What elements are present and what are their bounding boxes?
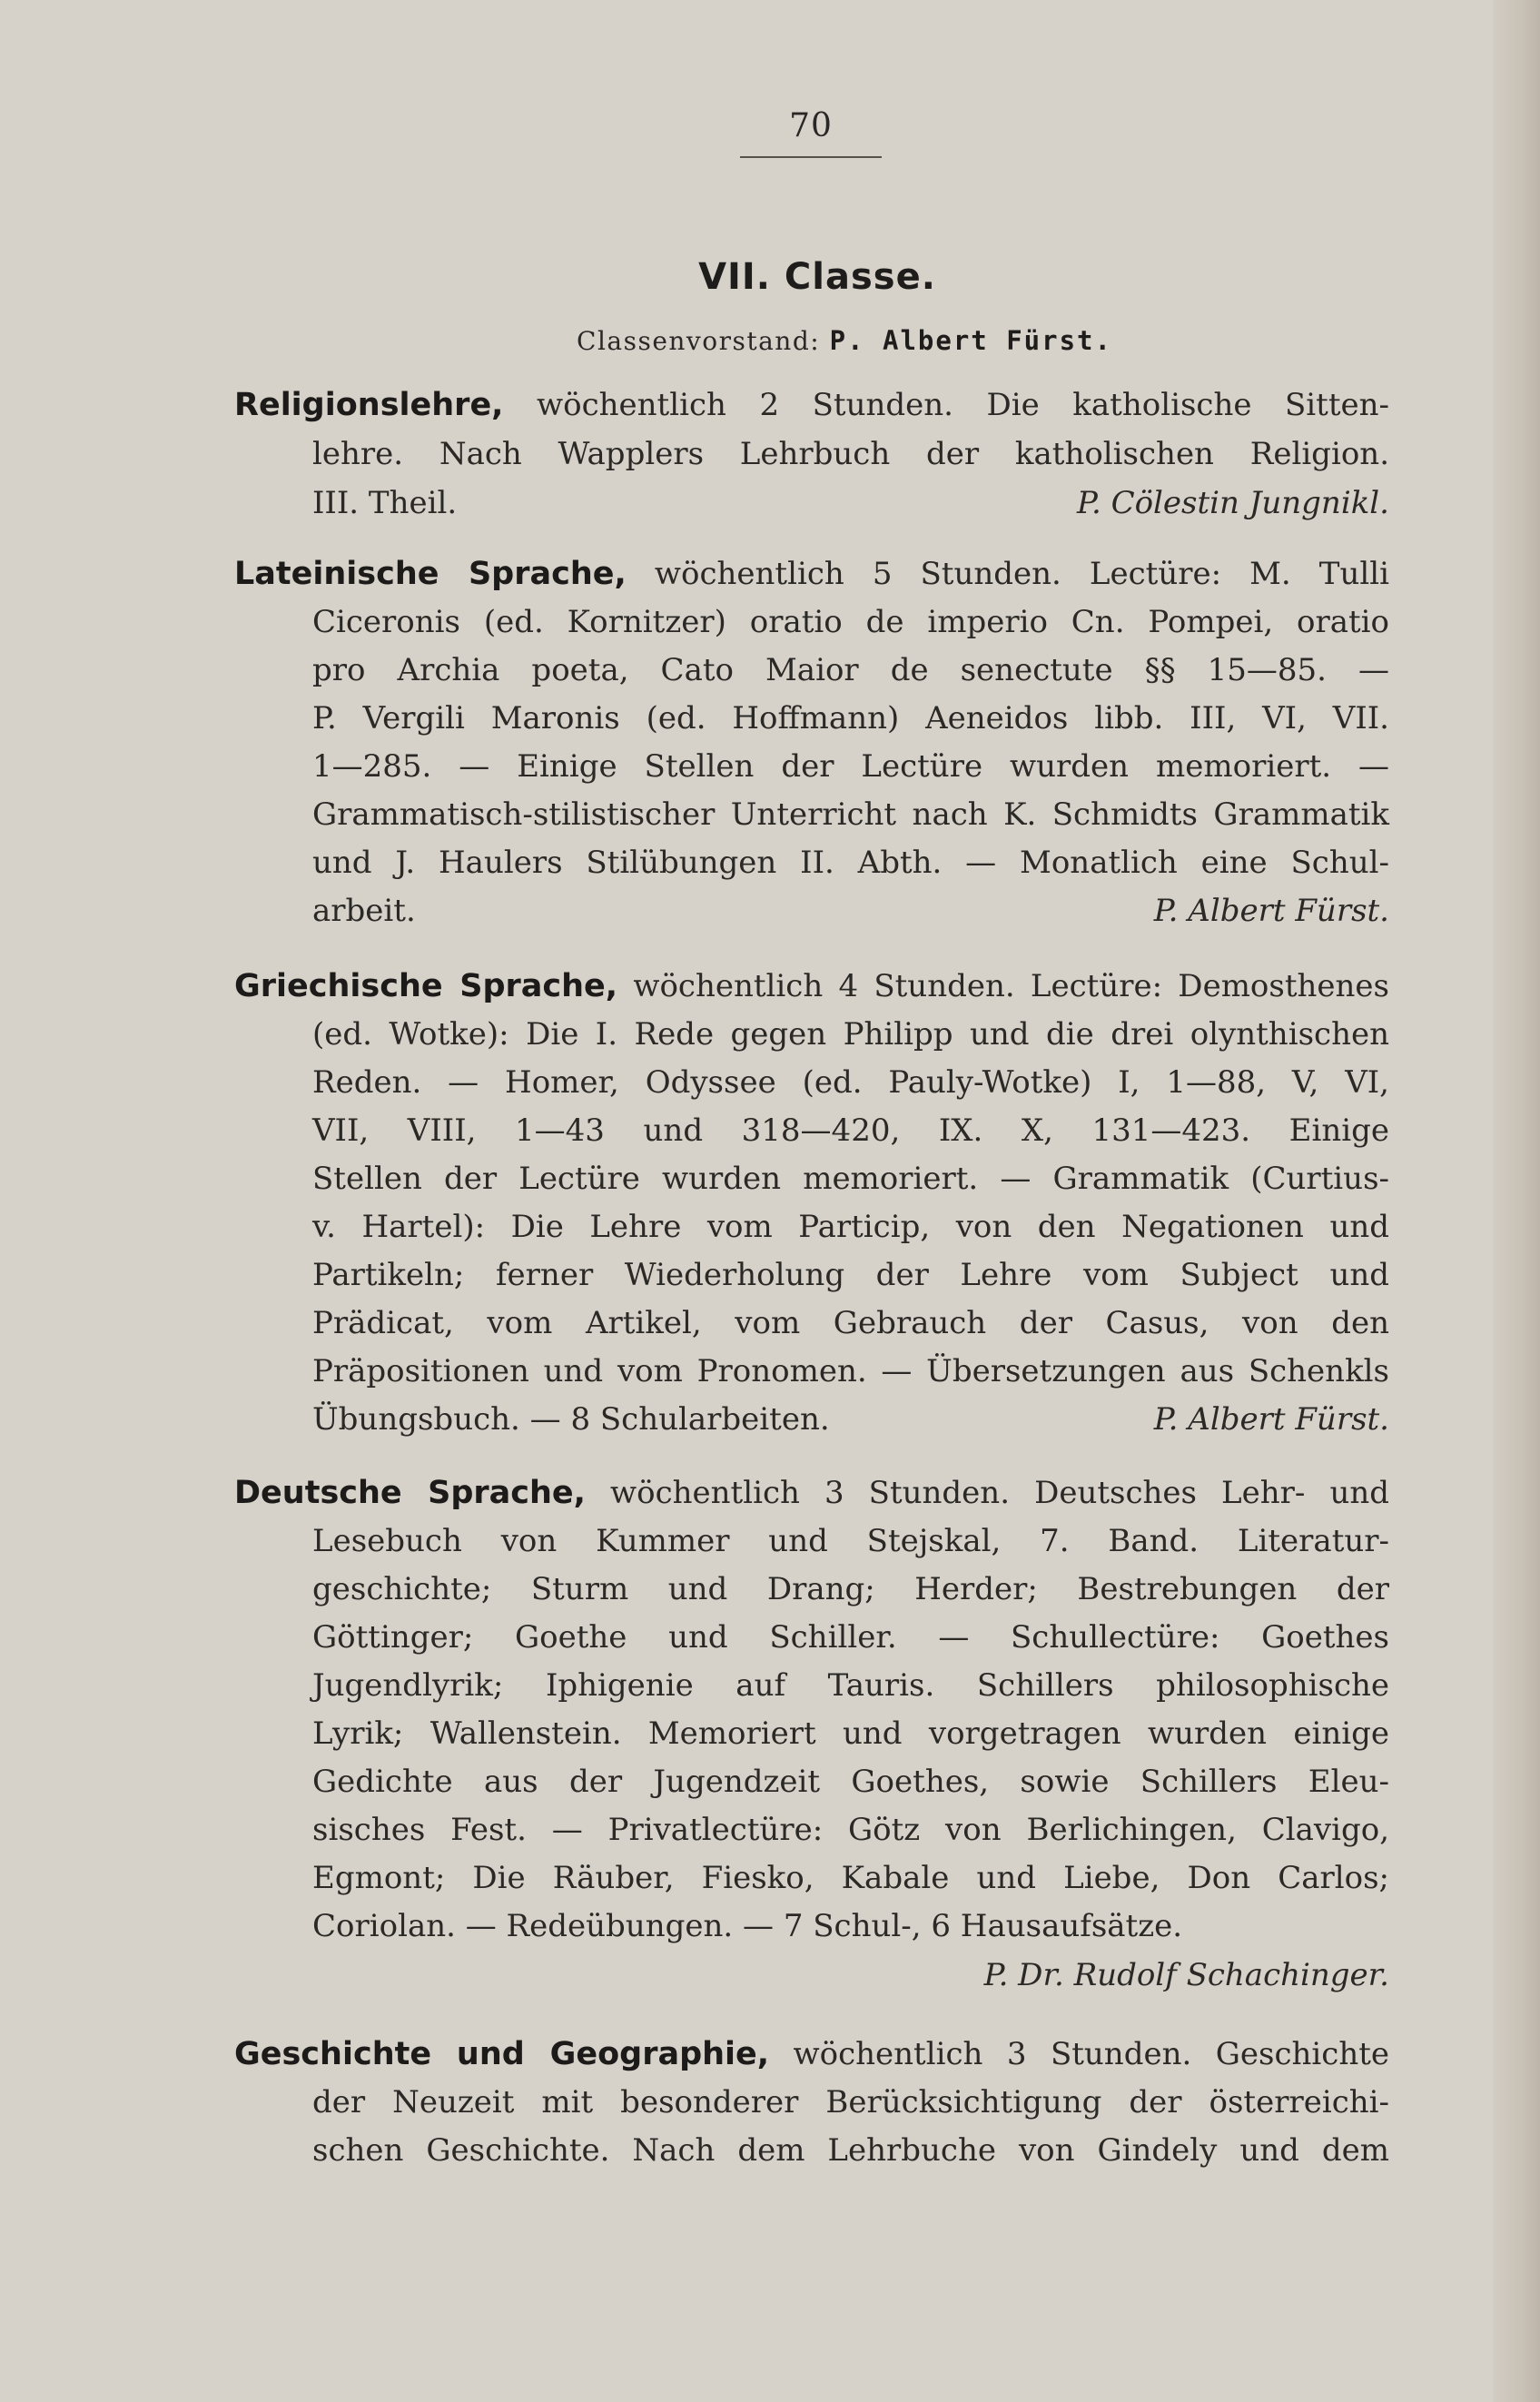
section-line: P. Vergili Maronis (ed. Hoffmann) Aeneidos libb. III, VI, VII. <box>312 700 1389 736</box>
section-line: Präpositionen und vom Pronomen. — Übersetzungen aus Schenkls <box>312 1353 1389 1389</box>
subject-title: Geschichte und Geographie, <box>234 2036 770 2072</box>
subject-title: Lateinische Sprache, <box>234 556 627 592</box>
section-line: v. Hartel): Die Lehre vom Particip, von den Negationen und <box>312 1209 1389 1245</box>
teacher-name: P. Albert Fürst. <box>1153 1401 1389 1438</box>
section-line: III. Theil. <box>312 485 458 521</box>
section-line: sisches Fest. — Privatlectüre: Götz von Berlichingen, Clavigo, <box>312 1812 1389 1848</box>
section-line <box>234 2030 1389 2079</box>
section-line: lehre. Nach Wapplers Lehrbuch der katholischen Religion. <box>312 436 1389 472</box>
line-text: wöchentlich 5 Stunden. Lectüre: M. Tulli <box>654 556 1389 592</box>
line-text: wöchentlich 2 Stunden. Die katholische Sitten- <box>537 387 1389 423</box>
section-line: arbeit. <box>312 893 416 929</box>
section-line: Grammatisch-stilistischer Unterricht nach K. Schmidts Grammatik <box>312 796 1389 833</box>
section-line <box>234 549 1389 598</box>
page-number-rule <box>740 156 882 158</box>
section-line: Reden. — Homer, Odyssee (ed. Pauly-Wotke) I, 1—88, V, VI, <box>312 1064 1389 1101</box>
section-line <box>234 381 1389 430</box>
section-line: pro Archia poeta, Cato Maior de senectute §§ 15—85. — <box>312 652 1389 688</box>
section-line: (ed. Wotke): Die I. Rede gegen Philipp und die drei olynthischen <box>312 1016 1389 1053</box>
section-line: Jugendlyrik; Iphigenie auf Tauris. Schillers philosophische <box>312 1667 1389 1704</box>
section-line <box>234 962 1389 1011</box>
section-line: Partikeln; ferner Wiederholung der Lehre vom Subject und <box>312 1257 1389 1293</box>
page-number: 70 <box>789 107 833 144</box>
section-line: Übungsbuch. — 8 Schularbeiten. <box>312 1401 830 1438</box>
subject-title: Deutsche Sprache, <box>234 1475 586 1511</box>
section-line: Prädicat, vom Artikel, vom Gebrauch der Casus, von den <box>312 1305 1389 1341</box>
section-line: Lyrik; Wallenstein. Memoriert und vorgetragen wurden einige <box>312 1715 1389 1752</box>
line-text: wöchentlich 3 Stunden. Deutsches Lehr- und <box>610 1475 1390 1511</box>
class-head-label: Classenvorstand: <box>577 326 821 356</box>
section-line: Gedichte aus der Jugendzeit Goethes, sowie Schillers Eleu- <box>312 1764 1389 1800</box>
line-text: wöchentlich 4 Stunden. Lectüre: Demosthenes <box>633 968 1389 1004</box>
page-edge <box>1493 0 1540 2402</box>
section-line: schen Geschichte. Nach dem Lehrbuche von Gindely und dem <box>312 2132 1389 2169</box>
section-line: Göttinger; Goethe und Schiller. — Schullectüre: Goethes <box>312 1619 1389 1656</box>
section-line: geschichte; Sturm und Drang; Herder; Bestrebungen der <box>312 1571 1389 1607</box>
section-line: Ciceronis (ed. Kornitzer) oratio de imperio Cn. Pompei, oratio <box>312 604 1389 640</box>
section-line: Lesebuch von Kummer und Stejskal, 7. Band. Literatur- <box>312 1523 1389 1559</box>
section-line: und J. Haulers Stilübungen II. Abth. — Monatlich eine Schul- <box>312 845 1389 881</box>
class-heading: VII. Classe. <box>698 256 936 298</box>
class-head-line <box>527 325 1162 356</box>
line-text: wöchentlich 3 Stunden. Geschichte <box>793 2036 1389 2072</box>
section-line: Stellen der Lectüre wurden memoriert. — Grammatik (Curtius- <box>312 1161 1389 1197</box>
section-line: VII, VIII, 1—43 und 318—420, IX. X, 131—423. Einige <box>312 1112 1389 1149</box>
section-line <box>234 1468 1389 1517</box>
section-line: 1—285. — Einige Stellen der Lectüre wurden memoriert. — <box>312 748 1389 785</box>
class-head-name: P. Albert Fürst. <box>829 325 1112 356</box>
subject-title: Griechische Sprache, <box>234 968 618 1004</box>
teacher-name: P. Dr. Rudolf Schachinger. <box>983 1957 1389 1993</box>
section-line: Coriolan. — Redeübungen. — 7 Schul-, 6 Hausaufsätze. <box>312 1908 1183 1944</box>
teacher-name: P. Albert Fürst. <box>1153 893 1389 929</box>
section-line: Egmont; Die Räuber, Fiesko, Kabale und Liebe, Don Carlos; <box>312 1860 1389 1896</box>
section-line: der Neuzeit mit besonderer Berücksichtigung der österreichi- <box>312 2084 1389 2120</box>
teacher-name: P. Cölestin Jungnikl. <box>1076 485 1389 521</box>
subject-title: Religionslehre, <box>234 387 504 423</box>
